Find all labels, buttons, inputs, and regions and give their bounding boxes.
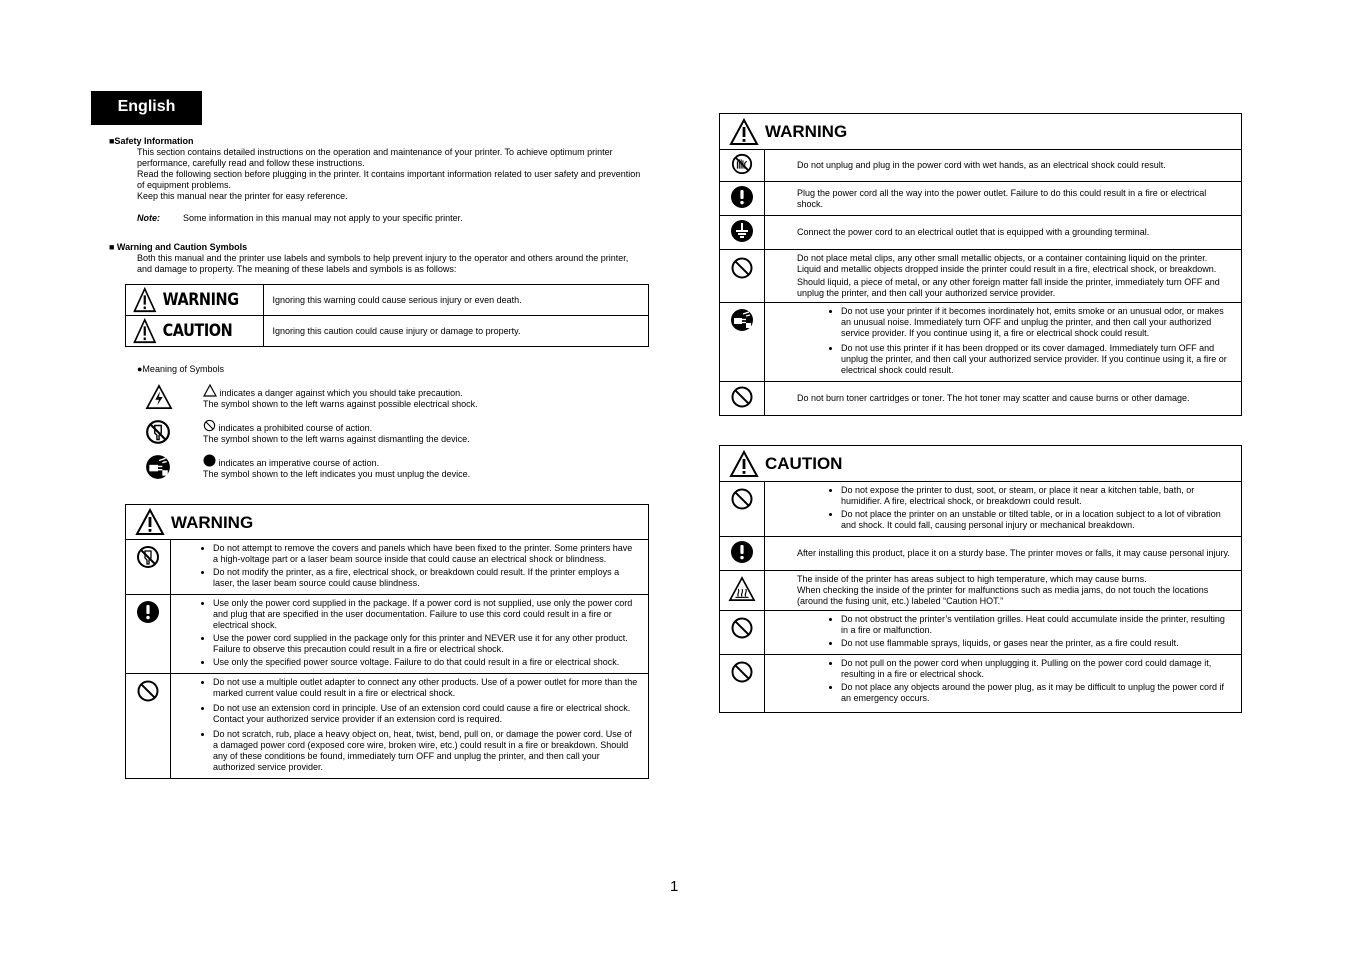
- warning-row: [126, 674, 649, 779]
- meaning-line: indicates a prohibited course of action.: [216, 423, 373, 433]
- symbols-title: ■ Warning and Caution Symbols: [109, 242, 248, 252]
- warning-triangle-icon: [729, 118, 759, 146]
- mandatory-icon: [136, 600, 160, 624]
- prohibited-icon: [203, 419, 216, 432]
- label-meaning-table: [125, 284, 649, 347]
- list-item: • Do not expose the printer to dust, soot, or steam, or place it near a kitchen table, bath, or humidifier. A fire, electrical shock, or breakdown could result.: [841, 485, 1231, 507]
- caution-row: [720, 571, 1242, 611]
- row-text: Connect the power cord to an electrical outlet that is equipped with a grounding terminal.: [765, 216, 1242, 250]
- prohibited-icon: [136, 679, 160, 703]
- meaning-line: The symbol shown to the left warns against possible electrical shock.: [203, 399, 478, 409]
- row-line: The inside of the printer has areas subject to high temperature, which may cause burns.: [797, 574, 1147, 584]
- warning-row: [720, 303, 1242, 382]
- safety-title: ■Safety Information: [109, 136, 194, 146]
- ground-icon: [730, 219, 754, 243]
- no-disassembly-icon: [136, 545, 160, 569]
- symbols-line: Both this manual and the printer use labels and symbols to help prevent injury to the operator and others around the printer,: [137, 253, 629, 263]
- caution-header: [720, 446, 1242, 482]
- caution-label-cell: [126, 316, 264, 347]
- warning-header: [720, 114, 1242, 150]
- prohibited-icon: [730, 616, 754, 640]
- meaning-item: [145, 454, 645, 489]
- row-text: Do not burn toner cartridges or toner. The hot toner may scatter and cause burns or other damage.: [765, 382, 1242, 416]
- meaning-line: The symbol shown to the left indicates you must unplug the device.: [203, 469, 471, 479]
- list-item: • Do not modify the printer, as a fire, electrical shock, or breakdown could result. If the printer employs a laser, the laser beam source could cause blindness.: [213, 567, 638, 589]
- warning-title: WARNING: [765, 122, 848, 141]
- warning-row: [126, 540, 649, 595]
- language-badge: English: [91, 91, 202, 125]
- symbols-section: [109, 242, 689, 275]
- list-item: • Do not use an extension cord in principle. Use of an extension cord could cause a fire or electrical shock. Contact your authorized service provider if an extension cord is required.: [213, 703, 638, 725]
- note-text: Some information in this manual may not apply to your specific printer.: [183, 213, 463, 223]
- list-item: • Do not use your printer if it becomes inordinately hot, emits smoke or an unusual odor, or makes an unusual noise. Immediately turn OFF and unplug the printer, and then call your authorized service provider. If you continue using it, a fire or electrical shock could result.: [841, 306, 1231, 339]
- no-disassembly-icon: [145, 419, 171, 445]
- list-item: • Do not use a multiple outlet adapter to connect any other products. Use of a power outlet for more than the marked current value could result in a fire or electrical shock.: [213, 677, 638, 699]
- warning-row: [720, 382, 1242, 416]
- warning-row: [720, 182, 1242, 216]
- meanings-list: [145, 384, 645, 489]
- mandatory-icon: [730, 540, 754, 564]
- caution-label: CAUTION: [162, 320, 233, 341]
- caution-label-text: Ignoring this caution could cause injury or damage to property.: [264, 316, 649, 347]
- unplug-icon: [145, 454, 171, 480]
- row-text: After installing this product, place it on a sturdy base. The printer moves or falls, it may cause personal injury.: [765, 537, 1242, 571]
- meaning-of-symbols-title: ●Meaning of Symbols: [137, 364, 224, 374]
- symbols-line: and damage to property. The meaning of these labels and symbols is as follows:: [137, 264, 457, 274]
- row-text: Do not unplug and plug in the power cord with wet hands, as an electrical shock could result.: [765, 150, 1242, 182]
- list-item: • Use only the power cord supplied in the package. If a power cord is not supplied, use only the power cord and plug that are specified in the user documentation. Failure to use this cord could result in a fire or electrical shock.: [213, 598, 638, 631]
- list-item: • Do not use flammable sprays, liquids, or gases near the printer, as a fire could result.: [841, 638, 1231, 649]
- warning-row: [720, 250, 1242, 303]
- prohibited-icon: [730, 487, 754, 511]
- caution-triangle-icon: [729, 450, 759, 478]
- warning-label-cell: [126, 285, 264, 316]
- warning-title: WARNING: [171, 512, 254, 532]
- safety-line: of equipment problems.: [137, 180, 232, 190]
- meaning-item: [145, 384, 645, 419]
- no-wet-hands-icon: [731, 153, 753, 175]
- meaning-line: The symbol shown to the left warns against dismantling the device.: [203, 434, 470, 444]
- electric-shock-icon: [145, 384, 173, 410]
- list-item: • Do not obstruct the printer’s ventilation grilles. Heat could accumulate inside the printer, resulting in a fire or malfunction.: [841, 614, 1231, 636]
- list-item: • Use the power cord supplied in the package only for this printer and NEVER use it for any other product. Failure to observe this precaution could result in a fire or electrical shock.: [213, 633, 638, 655]
- prohibited-icon: [730, 385, 754, 409]
- list-item: • Use only the specified power source voltage. Failure to do that could result in a fire or electrical shock.: [213, 657, 638, 668]
- caution-triangle-icon: [132, 318, 158, 344]
- warning-row: [720, 150, 1242, 182]
- right-warning-table: [719, 113, 1242, 416]
- note-label: Note:: [137, 213, 160, 223]
- list-item: • Do not place the printer on an unstable or tilted table, or in a location subject to a lot of vibration and shock. It could fall, causing personal injury or mechanical breakdown.: [841, 509, 1231, 531]
- safety-line: This section contains detailed instructions on the operation and maintenance of your printer. To achieve optimum printer: [137, 147, 613, 157]
- row-paragraph: Do not place metal clips, any other small metallic objects, or a container containing liquid on the printer. Liquid and metallic objects dropped inside the printer could result in a fire, electrical shock, or breakdown.: [797, 253, 1217, 274]
- hot-surface-icon: [728, 576, 756, 602]
- warning-triangle-icon: [132, 287, 158, 313]
- list-item: • Do not pull on the power cord when unplugging it. Pulling on the power cord could damage it, resulting in a fire or electrical shock.: [841, 658, 1231, 680]
- prohibited-icon: [730, 256, 754, 280]
- row-text: Plug the power cord all the way into the power outlet. Failure to do this could result in a fire or electrical shock.: [765, 182, 1242, 216]
- caution-row: [720, 655, 1242, 713]
- safety-line: performance, carefully read and follow these instructions.: [137, 158, 365, 168]
- meaning-line: indicates a danger against which you should take precaution.: [217, 388, 463, 398]
- warning-row: [720, 216, 1242, 250]
- meaning-item: [145, 419, 645, 454]
- page-number: 1: [670, 878, 679, 895]
- left-warning-table: [125, 504, 649, 779]
- safety-line: Keep this manual near the printer for easy reference.: [137, 191, 348, 201]
- prohibited-icon: [730, 660, 754, 684]
- warning-label-text: Ignoring this warning could cause serious injury or even death.: [264, 285, 649, 316]
- safety-information-section: [109, 136, 689, 224]
- unplug-icon: [730, 308, 754, 332]
- mandatory-dot-icon: [203, 454, 216, 467]
- warning-triangle-icon: [135, 508, 165, 536]
- warning-row: [126, 595, 649, 674]
- mandatory-icon: [730, 185, 754, 209]
- caution-triangle-icon: [203, 384, 217, 397]
- row-paragraph: Should liquid, a piece of metal, or any other foreign matter fall inside the printer, immediately turn OFF and unplug the printer, and then call your authorized service provider.: [797, 277, 1220, 298]
- caution-row: [720, 482, 1242, 537]
- caution-title: CAUTION: [765, 454, 843, 473]
- warning-label: WARNING: [162, 289, 239, 310]
- list-item: • Do not place any objects around the power plug, as it may be difficult to unplug the power cord if an emergency occurs.: [841, 682, 1231, 704]
- caution-row: [720, 537, 1242, 571]
- warning-header: [126, 505, 649, 540]
- safety-line: Read the following section before plugging in the printer. It contains important information related to user safety and prevention: [137, 169, 641, 179]
- caution-row: [720, 611, 1242, 655]
- list-item: • Do not scratch, rub, place a heavy object on, heat, twist, bend, pull on, or damage the power cord. Use of a damaged power cord (exposed core wire, broken wire, etc.) could result in a fire or breakdown. Should any of these conditions be found, immediately turn OFF and unplug the printer, and then call your authorized service provider.: [213, 729, 638, 773]
- row-line: When checking the inside of the printer for malfunctions such as media jams, do not touch the locations (around the fusing unit, etc.) labeled “Caution HOT.”: [797, 585, 1209, 606]
- right-caution-table: [719, 445, 1242, 713]
- list-item: • Do not use this printer if it has been dropped or its cover damaged. Immediately turn OFF and unplug the printer, and then call your authorized service provider. If you continue using it, a fire or electrical shock could result.: [841, 343, 1231, 376]
- list-item: • Do not attempt to remove the covers and panels which have been fixed to the printer. Some printers have a high-voltage part or a laser beam source inside that could cause an electrical shock or blindness.: [213, 543, 638, 565]
- meaning-line: indicates an imperative course of action.: [216, 458, 380, 468]
